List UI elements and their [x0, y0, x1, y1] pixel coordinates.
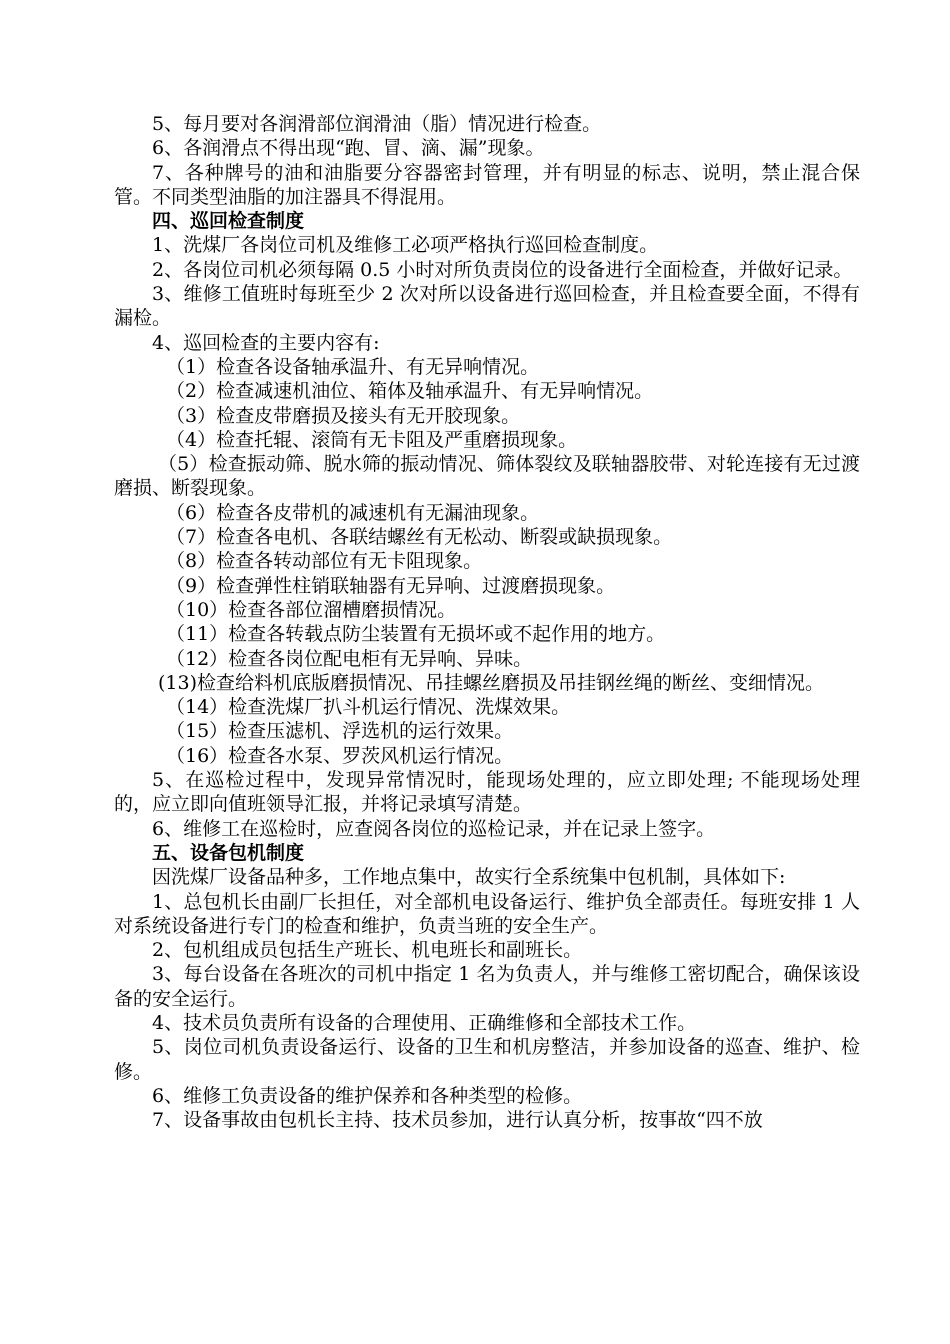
- paragraph: 6、维修工负责设备的维护保养和各种类型的检修。: [152, 1084, 583, 1107]
- paragraph: 1、洗煤厂各岗位司机及维修工必项严格执行巡回检查制度。: [152, 234, 659, 257]
- list-item: （10）检查各部位溜槽磨损情况。: [166, 598, 457, 621]
- paragraph: 5、岗位司机负责设备运行、设备的卫生和机房整洁，并参加设备的巡查、维护、检修。: [114, 1036, 860, 1083]
- paragraph: 3、维修工值班时每班至少 2 次对所以设备进行巡回检查，并且检查要全面，不得有漏检。: [114, 283, 860, 330]
- paragraph: 4、技术员负责所有设备的合理使用、正确维修和全部技术工作。: [152, 1011, 697, 1034]
- list-item: （11）检查各转载点防尘装置有无损坏或不起作用的地方。: [166, 623, 666, 646]
- section-heading: 四、巡回检查制度: [152, 210, 305, 233]
- document-body: [114, 112, 860, 1132]
- list-item: （7）检查各电机、各联结螺丝有无松动、断裂或缺损现象。: [166, 526, 673, 549]
- paragraph: 1、总包机长由副厂长担任，对全部机电设备运行、维护负全部责任。每班安排 1 人对系统设备进行专门的检查和维护，负责当班的安全生产。: [114, 890, 860, 937]
- list-item: （6）检查各皮带机的减速机有无漏油现象。: [166, 501, 540, 524]
- paragraph: 2、包机组成员包括生产班长、机电班长和副班长。: [152, 939, 583, 962]
- paragraph: 7、设备事故由包机长主持、技术员参加，进行认真分析，按事故“四不放: [152, 1109, 763, 1132]
- list-item: （4）检查托辊、滚筒有无卡阻及严重磨损现象。: [166, 428, 578, 451]
- paragraph: 5、在巡检过程中，发现异常情况时，能现场处理的，应立即处理; 不能现场处理的，应立即向值班领导汇报，并将记录填写清楚。: [114, 769, 860, 816]
- paragraph: 6、维修工在巡检时，应查阅各岗位的巡检记录，并在记录上签字。: [152, 817, 716, 840]
- paragraph: 5、每月要对各润滑部位润滑油（脂）情况进行检查。: [152, 113, 602, 135]
- list-item: （8）检查各转动部位有无卡阻现象。: [166, 550, 483, 573]
- list-item: （3）检查皮带磨损及接头有无开胶现象。: [166, 404, 521, 427]
- list-item: （14）检查洗煤厂扒斗机运行情况、洗煤效果。: [166, 696, 571, 719]
- paragraph: 3、每台设备在各班次的司机中指定 1 名为负责人，并与维修工密切配合，确保该设备的安全运行。: [114, 963, 860, 1010]
- list-item: （5）检查振动筛、脱水筛的振动情况、筛体裂纹及联轴器胶带、对轮连接有无过渡磨损、断裂现象。: [114, 453, 860, 500]
- paragraph: 4、巡回检查的主要内容有:: [152, 331, 380, 354]
- list-item: （16）检查各水泵、罗茨风机运行情况。: [166, 744, 514, 767]
- paragraph: 7、各种牌号的油和油脂要分容器密封管理，并有明显的标志、说明，禁止混合保管。不同类型油脂的加注器具不得混用。: [114, 161, 860, 208]
- list-item: （1）检查各设备轴承温升、有无异响情况。: [166, 355, 540, 378]
- paragraph: 因洗煤厂设备品种多，工作地点集中，故实行全系统集中包机制，具体如下:: [152, 866, 786, 889]
- list-item: (13)检查给料机底版磨损情况、吊挂螺丝磨损及吊挂钢丝绳的断丝、变细情况。: [158, 671, 825, 694]
- list-item: （2）检查减速机油位、箱体及轴承温升、有无异响情况。: [166, 380, 654, 403]
- list-item: （15）检查压滤机、浮选机的运行效果。: [166, 720, 514, 743]
- paragraph: 6、各润滑点不得出现“跑、冒、滴、漏”现象。: [152, 137, 545, 160]
- section-heading: 五、设备包机制度: [152, 841, 305, 864]
- list-item: （12）检查各岗位配电柜有无异响、异味。: [166, 647, 533, 670]
- paragraph: 2、各岗位司机必须每隔 0.5 小时对所负责岗位的设备进行全面检查，并做好记录。: [152, 258, 853, 281]
- list-item: （9）检查弹性柱销联轴器有无异响、过渡磨损现象。: [166, 574, 616, 597]
